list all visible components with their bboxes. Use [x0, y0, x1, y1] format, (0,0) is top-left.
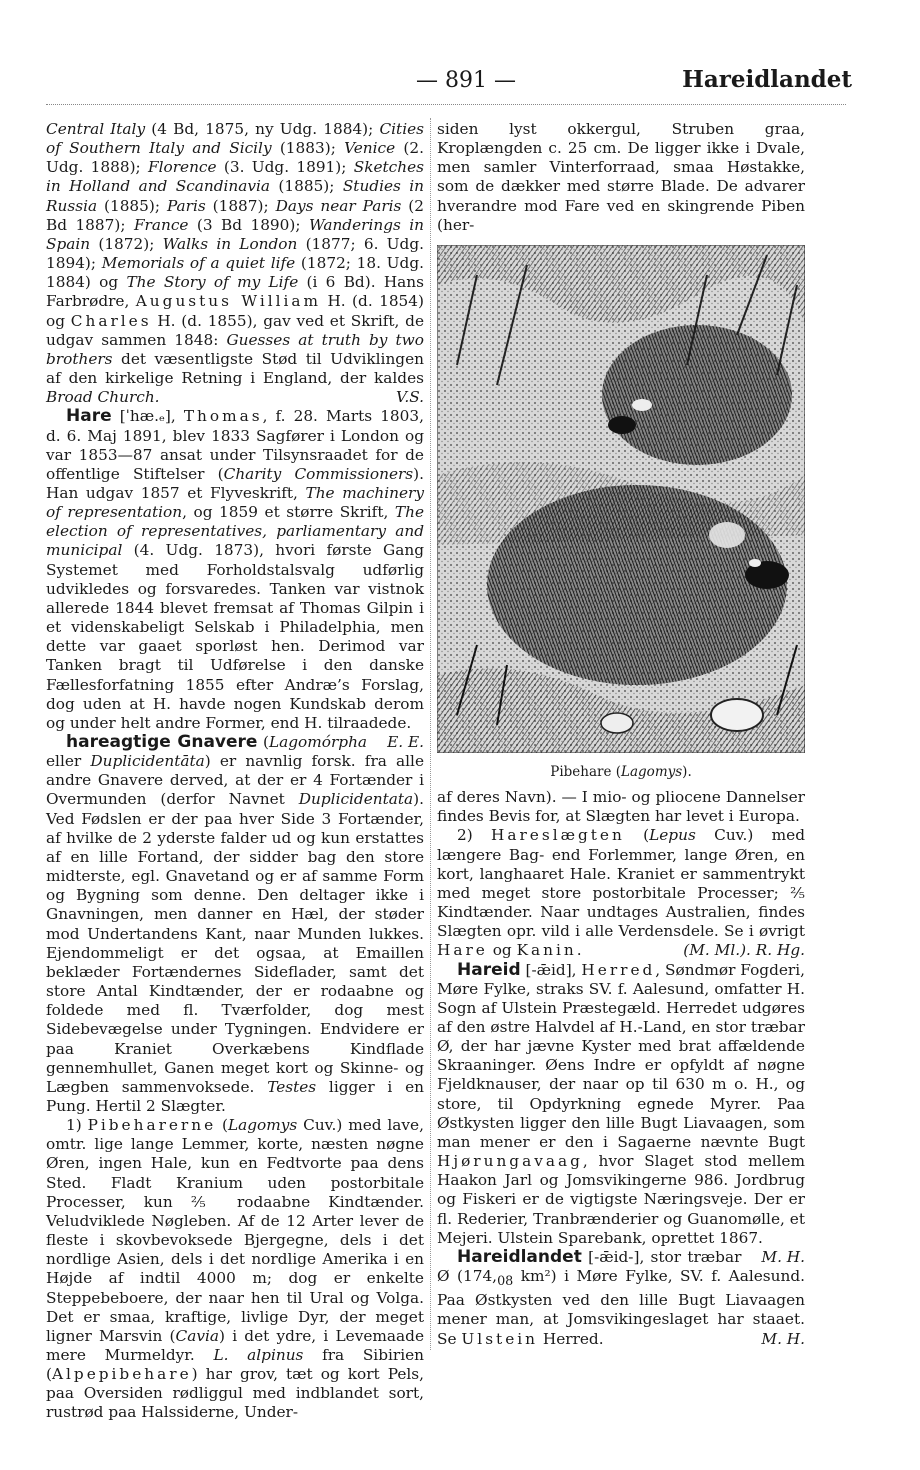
right-column-top — [437, 120, 805, 235]
right-column — [437, 120, 805, 1349]
paragraph: Hareid [-ǣid], Herred, Søndmør Fogderi, Møre Fylke, straks SV. f. Aalesund, omfatter H. Sogn af Ulstein Præstegæld. Herredet udgøres af den østre Halvdel af H.-Land, en stor træbar Ø, der har jævne Kyster med brat affældende Skraaninger. Øens Indre er opfyldt af nøgne Fjeldknauser, der naar op til 630 m o. H., og store, til Opdyrkning egnede Myrer. Paa Østkysten ligger den lille Bugt Liavaagen, som man mener er den i Sagaerne nævnte Bugt Hjørungavaag, hvor Slaget stod mellem Haakon Jarl og Jomsvikingerne 986. Jordbrug og Fiskeri er de vigtigste Næringsveje. Der er fl. Rederier, Tranbrænderier og Guanomølle, et Mejeri. Ulstein Sparebank, oprettet 1867. M. H. — [437, 959, 805, 1266]
paragraph: Hareidlandet [-ǣid-], stor træbar Ø ($174,_{08}$ km²) i Møre Fylke, SV. f. Aalesund. Paa Østkysten ved den lille Bugt Liavaagen mener man, at Jomsvikingeslaget har staaet. Se Ulstein Herred. M. H. — [437, 1246, 806, 1348]
paragraph: siden lyst okkergul, Struben graa, Kroplængden c. 25 cm. De ligger ikke i Dvale, men samler Vinterforraad, smaa Høstakke, som de dækker med større Blade. De advarer hverandre mod Fare ved en skingrende Piben (her- — [437, 120, 805, 234]
paragraph: Hare [ˈhæ.ₑ], Thomas, f. 28. Marts 1803, d. 6. Maj 1891, blev 1833 Sagfører i London og var 1853—87 ansat under Tilsynsraadet for de offentlige Stiftelser (Charity Commissioners). Han udgav 1857 et Flyveskrift, The machinery of representation, og 1859 et større Skrift, The election of representatives, parliamentary and municipal (4. Udg. 1873), hvori første Gang Systemet med Forholdstalsvalg udførlig udvikledes og forsvaredes. Tanken var vistnok allerede 1844 blevet fremsat af Thomas Gilpin i et videnskabeligt Selskab i Philadelphia, men dette var gaaet sporløst hen. Derimod var Tanken bragt til Udførelse i den danske Fællesforfatning 1855 efter Andræ’s Forslag, dog uden at H. havde nogen Kundskab derom og under helt andre Former, end H. tilraadede. E. E. — [46, 406, 425, 751]
column-divider — [430, 118, 431, 1350]
paragraph: af deres Navn). — I mio- og pliocene Dannelser findes Bevis for, at Slægten har levet i Europa. — [437, 788, 805, 826]
pika-illustration — [437, 245, 805, 753]
figure — [437, 245, 805, 782]
left-column — [46, 120, 424, 1423]
paragraph: 2) Hareslægten (Lepus Cuv.) med længere Bag- end Forlemmer, lange Øren, en kort, langhaaret Hale. Kraniet er sammentrykt med meget store postorbitale Processer; ⅖ Kindtænder. Naar undtages Australien, findes Slægten opr. vild i alle Verdensdele. Se i øvrigt Hare og Kanin. (M. Ml.). R. Hg. — [437, 826, 805, 960]
figure-caption: Pibehare (Lagomys). — [550, 763, 692, 780]
page-header — [46, 64, 882, 100]
right-column-bottom — [437, 788, 805, 1349]
header-rule — [46, 104, 846, 105]
paragraph: Central Italy (4 Bd, 1875, ny Udg. 1884); Cities of Southern Italy and Sicily (1883); Venice (2. Udg. 1888); Florence (3. Udg. 1891); Sketches in Holland and Scandinavia (1885); Studies in Russia (1885); Paris (1887); Days near Paris (2 Bd 1887); France (3 Bd 1890); Wanderings in Spain (1872); Walks in London (1877; 6. Udg. 1894); Memorials of a quiet life (1872; 18. Udg. 1884) og The Story of my Life (i 6 Bd). Hans Farbrødre, Augustus William H. (d. 1854) og Charles H. (d. 1855), gav ved et Skrift, de udgav sammen 1848: Guesses at truth by two brothers det væsentligste Stød til Udviklingen af den kirkelige Retning i England, der kaldes Broad Church. V.S. — [46, 120, 425, 407]
paragraph: 1) Pibeharerne (Lagomys Cuv.) med lave, omtr. lige lange Lemmer, korte, næsten nøgne Øren, ingen Hale, kun en Fedtvorte paa dens Sted. Fladt Kranium uden postorbitale Processer, kun ⅖ rodaabne Kindtænder. Veludviklede Nøgleben. Af de 12 Arter lever de fleste i skovbevoksede Bjergegne, dels i det nordlige Asien, dels i det nordlige Amerika i en Højde af indtil 4000 m; dog er enkelte Steppebeboere, der naar hen til Ural og Volga. Det er smaa, kraftige, livlige Dyr, der meget ligner Marsvin (Cavia) i det ydre, i Levemaade mere Murmeldyr. L. alpinus fra Sibirien (Alpepibehare) har grov, tæt og kort Pels, paa Oversiden rødliggul med indblandet sort, rustrød paa Halssiderne, Under- — [46, 1116, 424, 1422]
page-number: — 891 — — [416, 68, 516, 93]
paragraph: hareagtige Gnavere (Lagomórpha eller Duplicidentāta) er navnlig forsk. fra alle andre Gnavere derved, at der er 4 Fortænder i Overmunden (derfor Navnet Duplicidentata). Ved Fødslen er der paa hver Side 3 Fortænder, af hvilke de 2 yderste falder ud og kun erstattes af en lille Fortand, der sidder bag den store midterste, egl. Gnavetand og er af samme Form og Bygning som denne. Den deltager ikke i Gnavningen, men danner en Hæl, der støder mod Undertandens Kant, naar Munden lukkes. Ejendommeligt er det ogsaa, at Emaillen beklæder Fortændernes Sideflader, samt det store Antal Kindtænder, der er rodaabne og foldede med fl. Tværfolder, dog mest Sidebevægelse under Tygningen. Endvidere er paa Kraniet Overkæbens Kindflade gennemhullet, Ganen meget kort og Skinne- og Lægben sammenvoksede. Testes ligger i en Pung. Hertil 2 Slægter. — [46, 732, 424, 1115]
running-head: Hareidlandet — [682, 66, 852, 93]
